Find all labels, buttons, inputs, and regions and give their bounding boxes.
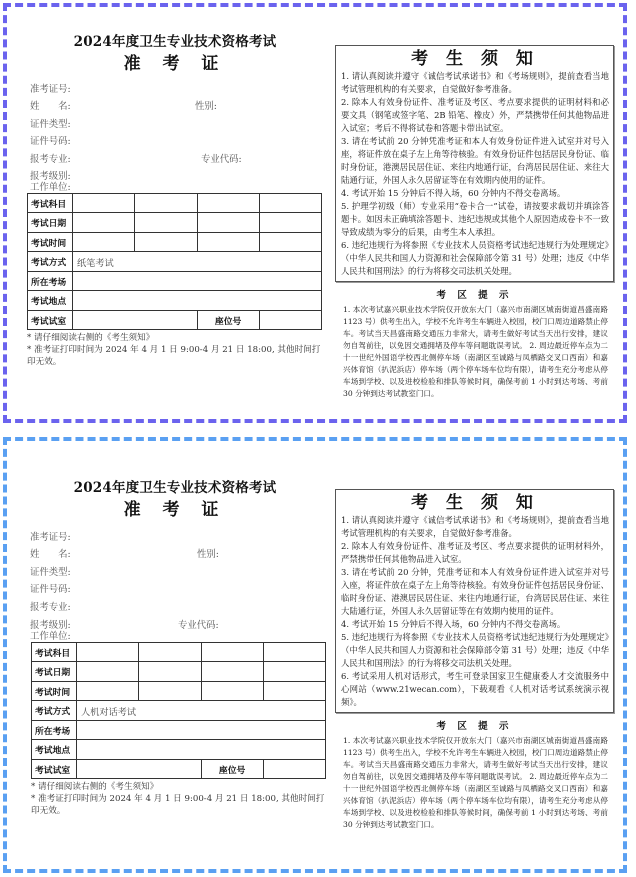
name-label: 姓 名: (30, 549, 71, 561)
note-read-notice: * 请仔细阅读右侧的《考生须知》 (31, 782, 159, 793)
field-major (25, 599, 325, 616)
notice-item: 6. 考试采用人机对话形式，考生可登录国家卫生健康委人才交流服务中心网站（www.21wecan.com），下载观看《人机对话考试系统演示视频》。 (341, 671, 609, 707)
field-ticket-no (25, 529, 325, 546)
gender-label: 性别: (195, 101, 217, 113)
exam-info-table (31, 642, 326, 780)
mode-header: 考试方式 (32, 701, 77, 721)
ticket-no-label: 准考证号: (30, 532, 71, 543)
note-print-window: * 准考证打印时间为 2024 年 4 月 1 日 9:00-4 月 21 日 18:00, 其他时间打印无效。 (27, 345, 321, 368)
ticket-heading: 准 考 证 (123, 54, 227, 74)
date-header: 考试日期 (32, 662, 77, 682)
notice-item: 1. 请认真阅读并遵守《诚信考试承诺书》和《考场规则》，提前查看当地考试管理机构的有关要求，自觉做好参考准备。 (341, 515, 609, 538)
notice-item: 1. 请认真阅读并遵守《诚信考试承诺书》和《考场规则》，提前查看当地考试管理机构的有关要求，自觉做好参考准备。 (341, 71, 609, 94)
level-label: 报考级别: (30, 619, 71, 631)
date-cell (139, 662, 201, 682)
subject-cell (73, 193, 135, 213)
room-cell (77, 759, 202, 779)
date-cell (201, 662, 263, 682)
table-row-location (32, 740, 326, 760)
mode-value: 纸笔考试 (73, 252, 322, 272)
field-id-type (25, 116, 325, 133)
ticket-notes (31, 781, 326, 817)
location-header: 考试地点 (28, 291, 73, 311)
field-level (25, 620, 325, 631)
location-cell (73, 291, 322, 311)
room-header: 考试试室 (32, 759, 77, 779)
id-no-label: 证件号码: (30, 136, 71, 148)
candidate-notice-box (335, 489, 614, 713)
employer-label: 工作单位: (30, 630, 71, 642)
subject-cell (263, 642, 325, 662)
date-cell (77, 662, 139, 682)
notice-item: 5. 护理学初级（师）专业采用“卷卡合一”试卷，请按要求裁切并填涂答题卡。如因未正确填涂答题卡、违纪违规或其他个人原因造成卷卡不一致导致成绩为零分的后果，由考生本人承担。 (341, 201, 609, 237)
table-row-subject (32, 642, 326, 662)
date-header: 考试日期 (28, 213, 73, 233)
notice-item: 6. 违纪违规行为将参照《专业技术人员资格考试违纪违规行为处理规定》（中华人民共和国人力资源和社会保障部令第 31 号）处理；违反《中华人民共和国刑法》的行为将移交司法机关处理。 (341, 240, 609, 276)
field-name (25, 98, 325, 115)
time-cell (73, 232, 135, 252)
table-row-venue (28, 271, 322, 291)
note-read-notice: * 请仔细阅读右侧的《考生须知》 (27, 333, 155, 344)
field-employer (25, 631, 325, 642)
subject-cell (259, 193, 321, 213)
time-cell (77, 681, 139, 701)
gender-label: 性别: (197, 549, 219, 561)
major-code-label: 专业代码: (201, 153, 242, 165)
candidate-notice-box (335, 45, 614, 282)
id-no-label: 证件号码: (30, 584, 71, 596)
venue-cell (77, 720, 326, 740)
exam-info-table (27, 193, 322, 331)
ticket-notes (27, 332, 322, 368)
notice-item: 4. 考试开始 15 分钟后不得入场，60 分钟内不得交卷离场。 (341, 188, 566, 198)
subject-cell (201, 642, 263, 662)
table-row-room (28, 310, 322, 330)
time-cell (135, 232, 197, 252)
time-cell (263, 681, 325, 701)
field-major (25, 151, 325, 168)
field-level (25, 171, 325, 182)
time-cell (201, 681, 263, 701)
major-label: 报考专业: (30, 153, 71, 165)
exam-area-tips-title: 考 区 提 示 (436, 721, 513, 732)
mode-value: 人机对话考试 (77, 701, 326, 721)
date-cell (135, 213, 197, 233)
admission-ticket-card-paper (3, 3, 627, 423)
venue-header: 所在考场 (28, 271, 73, 291)
employer-label: 工作单位: (30, 181, 71, 193)
time-header: 考试时间 (32, 681, 77, 701)
date-cell (263, 662, 325, 682)
subject-cell (139, 642, 201, 662)
major-code-label: 专业代码: (178, 619, 219, 631)
seat-header: 座位号 (197, 310, 259, 330)
table-row-date (32, 662, 326, 682)
field-id-no (25, 133, 325, 150)
major-label: 报考专业: (30, 601, 71, 613)
notice-item: 3. 请在考试前 20 分钟，凭准考证和本人有效身份证件进入试室并对号入座，将证件放在桌子左上角等待核验。有效身份证件包括居民身份证、临时身份证、港澳居民居住证、来往内地通行证，台湾居民居住证、来往大陆通行证，外国人永久居留证等在有效期内使用的证件。 (341, 567, 609, 616)
exam-area-tips-body: 1. 本次考试嘉兴职业技术学院仅开放东大门（嘉兴市南湖区城南街道昌盛南路 1123 号）供考生出入，学校不允许考生车辆进入校园，校门口周边道路禁止停车。考试当天昌盛南路交通压力非常大，请考生做好考试当天出行安排，建议勿自驾前往，以免因交通拥堵及停车等问题耽误考试。 2. 周边最近停车点为二十一世纪外国语学校西北侧停车场（南湖区至诚路与凤栖路交叉口西南）和嘉兴体育馆（扒泥浜店）停车场（两个停车场车位均有限），请考生充分考虑从停车场到学校、以及进校检验和排队等候时间，确保考前 1 小时到达考场、考前 30 分钟到达考试教室门口。 (343, 736, 608, 829)
ticket-right-panel (335, 45, 614, 400)
ticket-left-panel (25, 33, 325, 368)
table-row-room (32, 759, 326, 779)
notice-item: 5. 违纪违规行为将参照《专业技术人员资格考试违纪违规行为处理规定》（中华人民共和国人力资源和社会保障部令第 31 号）处理；违反《中华人民共和国刑法》的行为将移交司法机关处理。 (341, 632, 609, 668)
table-row-time (28, 232, 322, 252)
date-cell (73, 213, 135, 233)
mode-header: 考试方式 (28, 252, 73, 272)
notice-item: 2. 除本人有效身份证件、准考证及考区、考点要求提供的证明材料和必要文具（钢笔或签字笔、2B 铅笔、橡皮）外，严禁携带任何其他物品进入试室；考后不得将试卷和答题卡带出试室。 (341, 97, 609, 133)
exam-area-tips-body: 1. 本次考试嘉兴职业技术学院仅开放东大门（嘉兴市南湖区城南街道昌盛南路 1123 号）供考生出入，学校不允许考生车辆进入校园，校门口周边道路禁止停车。考试当天昌盛南路交通压力非常大，请考生做好考试当天出行安排，建议勿自驾前往，以免因交通拥堵及停车等问题耽误考试。 2. 周边最近停车点为二十一世纪外国语学校西北侧停车场（南湖区至诚路与凤栖路交叉口西南）和嘉兴体育馆（扒泥浜店）停车场（两个停车场车位均有限），请考生充分考虑从停车场到学校、以及进校检验和排队等候时间，确保考前 1 小时到达考场、考前 30 分钟到达考试教室门口。 (343, 305, 608, 398)
venue-cell (73, 271, 322, 291)
table-row-date (28, 213, 322, 233)
time-cell (139, 681, 201, 701)
subject-header: 考试科目 (28, 193, 73, 213)
notice-title: 考 生 须 知 (411, 493, 539, 513)
time-header: 考试时间 (28, 232, 73, 252)
date-cell (259, 213, 321, 233)
field-id-no (25, 581, 325, 598)
seat-header: 座位号 (201, 759, 263, 779)
room-header: 考试试室 (28, 310, 73, 330)
time-cell (259, 232, 321, 252)
note-print-window: * 准考证打印时间为 2024 年 4 月 1 日 9:00-4 月 21 日 18:00, 其他时间打印无效。 (31, 794, 325, 817)
table-row-time (32, 681, 326, 701)
exam-title: 2024年度卫生专业技术资格考试 (73, 34, 277, 50)
ticket-left-panel (25, 479, 325, 817)
name-label: 姓 名: (30, 101, 71, 113)
ticket-heading: 准 考 证 (123, 500, 227, 520)
exam-title: 2024年度卫生专业技术资格考试 (73, 480, 277, 496)
subject-cell (77, 642, 139, 662)
seat-cell (259, 310, 321, 330)
notice-item: 3. 请在考试前 20 分钟凭准考证和本人有效身份证件进入试室并对号入座，将证件放在桌子左上角等待核验。有效身份证件包括居民身份证、临时身份证，港澳居民居住证、来往内地通行证，台湾居民居住证、来往大陆通行证，外国人永久居留证等在有效期内使用的证件。 (341, 136, 609, 185)
seat-cell (263, 759, 325, 779)
table-row-mode (28, 252, 322, 272)
field-id-type (25, 564, 325, 581)
level-label: 报考级别: (30, 170, 71, 182)
field-name (25, 546, 325, 563)
room-cell (73, 310, 198, 330)
ticket-no-label: 准考证号: (30, 84, 71, 95)
notice-item: 2. 除本人有效身份证件、准考证及考区、考点要求提供的证明材料外，严禁携带任何其他物品进入试室。 (341, 541, 609, 564)
ticket-right-panel (335, 489, 614, 831)
admission-ticket-card-computer (3, 437, 627, 873)
table-row-mode (32, 701, 326, 721)
id-type-label: 证件类型: (30, 118, 71, 130)
id-type-label: 证件类型: (30, 566, 71, 578)
table-row-location (28, 291, 322, 311)
location-cell (77, 740, 326, 760)
exam-area-tips-title: 考 区 提 示 (436, 290, 513, 301)
table-row-subject (28, 193, 322, 213)
notice-item: 4. 考试开始 15 分钟后不得入场，60 分钟内不得交卷离场。 (341, 619, 566, 629)
date-cell (197, 213, 259, 233)
table-row-venue (32, 720, 326, 740)
time-cell (197, 232, 259, 252)
field-employer (25, 182, 325, 193)
venue-header: 所在考场 (32, 720, 77, 740)
location-header: 考试地点 (32, 740, 77, 760)
field-ticket-no (25, 81, 325, 98)
subject-header: 考试科目 (32, 642, 77, 662)
notice-title: 考 生 须 知 (411, 49, 539, 69)
subject-cell (197, 193, 259, 213)
subject-cell (135, 193, 197, 213)
